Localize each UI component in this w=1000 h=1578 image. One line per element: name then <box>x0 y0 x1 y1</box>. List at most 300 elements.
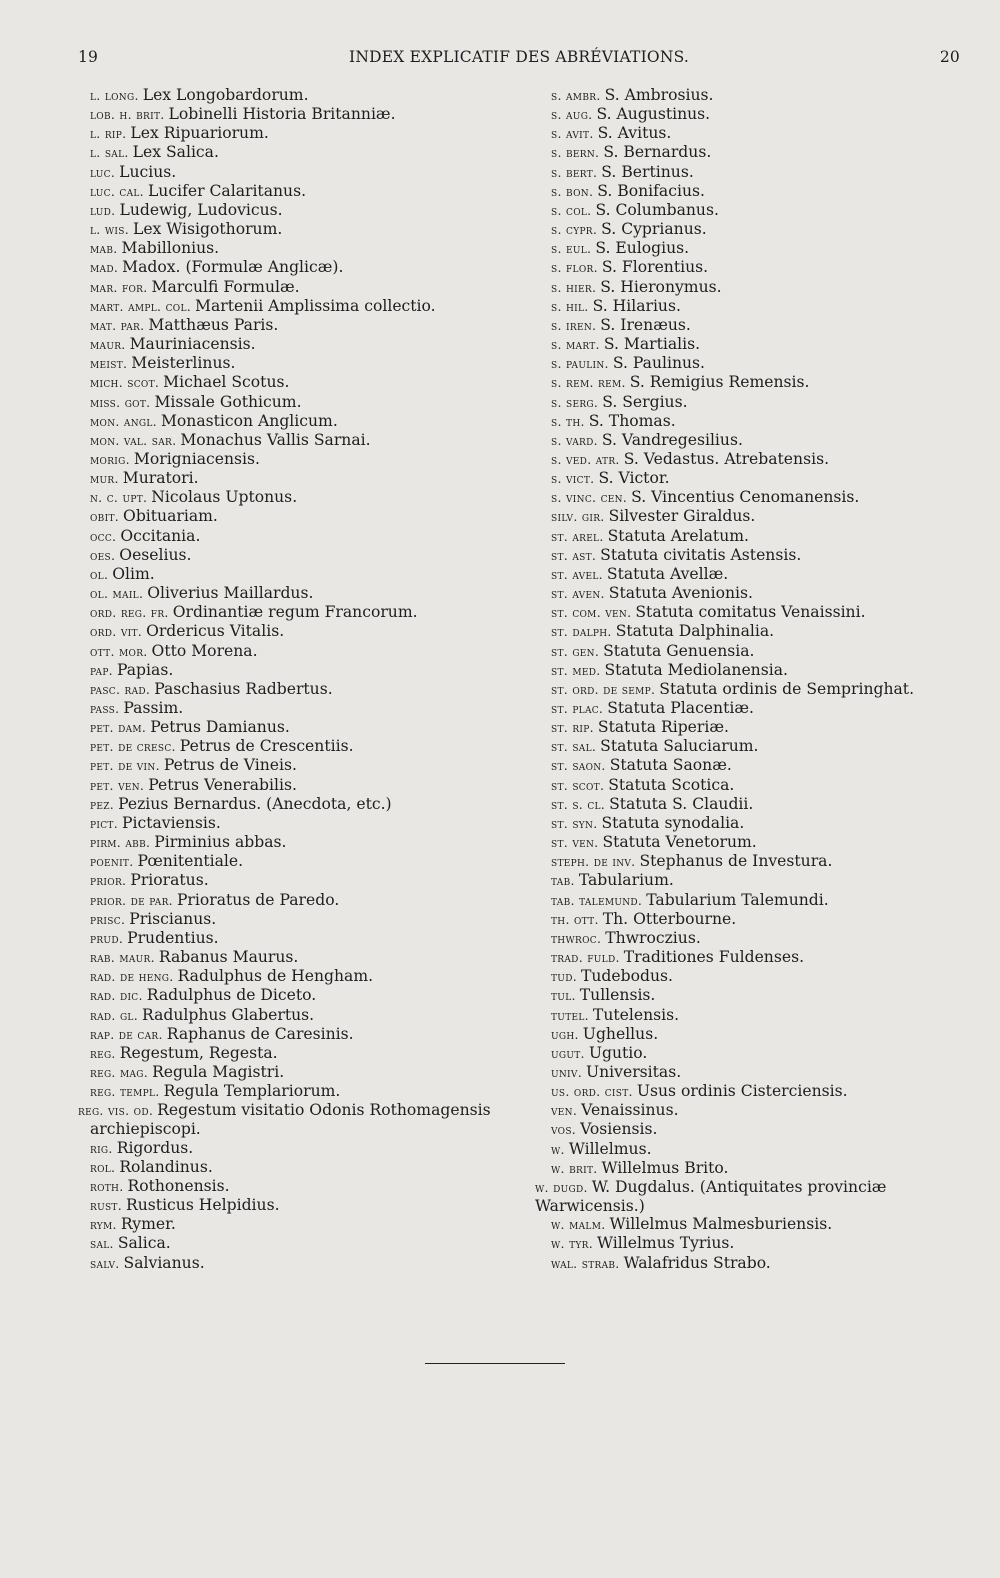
index-entry <box>551 603 971 622</box>
entry-abbreviation: oes. <box>90 547 116 563</box>
entry-expansion: Monasticon Anglicum. <box>160 411 338 430</box>
entry-expansion: S. Cyprianus. <box>601 220 707 239</box>
entry-expansion: S. Vedastus. Atrebatensis. <box>623 449 830 468</box>
entry-abbreviation: tutel. <box>551 1007 589 1023</box>
entry-expansion: Mabillonius. <box>121 239 220 258</box>
index-entry <box>90 163 530 182</box>
entry-abbreviation: pirm. abb. <box>90 835 151 851</box>
entry-abbreviation: mar. for. <box>90 279 148 295</box>
index-entry <box>551 1101 971 1120</box>
index-entry <box>551 316 971 335</box>
entry-abbreviation: thwroc. <box>551 930 602 946</box>
index-entry <box>90 661 530 680</box>
index-entry <box>551 182 971 201</box>
index-entry <box>90 833 530 852</box>
entry-expansion: Tutelensis. <box>592 1005 680 1024</box>
index-entry <box>90 699 530 718</box>
entry-abbreviation: pez. <box>90 796 115 812</box>
entry-abbreviation: s. cypr. <box>551 222 598 238</box>
entry-expansion: W. Dugdalus. (Antiquitates provinciæ Warwicensis.) <box>535 1177 887 1216</box>
entry-abbreviation: s. eul. <box>551 241 592 257</box>
entry-expansion: Statuta Riperiæ. <box>597 718 729 737</box>
index-entry <box>551 852 971 871</box>
index-entry <box>90 450 530 469</box>
entry-expansion: Lex Wisigothorum. <box>132 220 283 239</box>
index-entry <box>551 776 971 795</box>
entry-expansion: Missale Gothicum. <box>154 392 302 411</box>
entry-abbreviation: rig. <box>90 1140 113 1156</box>
index-entry <box>551 239 971 258</box>
entry-abbreviation: th. ott. <box>551 911 599 927</box>
entry-abbreviation: ugut. <box>551 1045 585 1061</box>
index-entry <box>551 412 971 431</box>
index-entry <box>90 814 530 833</box>
entry-expansion: Traditiones Fuldenses. <box>623 948 805 967</box>
entry-abbreviation: trad. fuld. <box>551 950 620 966</box>
index-entry <box>90 278 530 297</box>
index-entry <box>551 795 971 814</box>
entry-abbreviation: luc. cal. <box>90 183 144 199</box>
entry-expansion: Statuta Mediolanensia. <box>604 660 788 679</box>
index-entry <box>90 546 530 565</box>
entry-expansion: Priscianus. <box>129 909 217 928</box>
index-entry <box>90 718 530 737</box>
entry-expansion: S. Bertinus. <box>601 162 694 181</box>
index-entry <box>551 469 971 488</box>
entry-abbreviation: s. bon. <box>551 183 594 199</box>
entry-abbreviation: ord. vit. <box>90 624 143 640</box>
entry-abbreviation: maur. <box>90 337 126 353</box>
entry-abbreviation: s. paulin. <box>551 356 609 372</box>
index-entry <box>551 450 971 469</box>
entry-abbreviation: roth. <box>90 1178 124 1194</box>
entry-abbreviation: st. rip. <box>551 720 594 736</box>
entry-abbreviation: s. rem. rem. <box>551 375 626 391</box>
entry-expansion: S. Martialis. <box>603 335 701 354</box>
index-entry <box>90 507 530 526</box>
page-number-left: 19 <box>78 48 99 66</box>
index-entry <box>90 1139 530 1158</box>
entry-abbreviation: tab. <box>551 873 575 889</box>
entry-expansion: Otto Morena. <box>151 641 258 660</box>
index-entry <box>551 143 971 162</box>
entry-abbreviation: rap. de car. <box>90 1026 163 1042</box>
entry-expansion: Regula Templariorum. <box>163 1082 341 1101</box>
entry-abbreviation: st. scot. <box>551 777 605 793</box>
index-entry <box>90 737 530 756</box>
index-entry <box>90 584 530 603</box>
index-entry <box>90 929 530 948</box>
page-header <box>78 48 960 70</box>
entry-expansion: Petrus de Crescentiis. <box>179 737 354 756</box>
entry-expansion: Ludewig, Ludovicus. <box>119 200 283 219</box>
entry-expansion: Willelmus Tyrius. <box>597 1234 735 1253</box>
entry-abbreviation: mad. <box>90 260 119 276</box>
index-entry <box>551 1025 971 1044</box>
index-entry <box>90 182 530 201</box>
entry-expansion: S. Bernardus. <box>603 143 712 162</box>
index-entry <box>551 929 971 948</box>
index-entry <box>90 1044 530 1063</box>
entry-expansion: Lobinelli Historia Britanniæ. <box>168 105 396 124</box>
entry-expansion: Statuta Scotica. <box>608 775 735 794</box>
entry-expansion: Morigniacensis. <box>133 449 260 468</box>
entry-abbreviation: prud. <box>90 930 124 946</box>
entry-expansion: Oliverius Maillardus. <box>147 584 314 603</box>
index-entry <box>90 393 530 412</box>
entry-abbreviation: l. sal. <box>90 145 129 161</box>
index-entry <box>90 354 530 373</box>
entry-abbreviation: s. iren. <box>551 317 597 333</box>
index-entry <box>90 316 530 335</box>
index-entry <box>551 699 971 718</box>
page-number-right: 20 <box>939 48 960 66</box>
entry-expansion: Petrus Venerabilis. <box>148 775 297 794</box>
index-entry <box>551 661 971 680</box>
entry-abbreviation: mab. <box>90 241 118 257</box>
entry-expansion: Lucifer Calaritanus. <box>147 181 307 200</box>
index-entry <box>90 1234 530 1253</box>
entry-abbreviation: pasc. rad. <box>90 681 151 697</box>
entry-expansion: Paschasius Radbertus. <box>154 679 333 698</box>
entry-expansion: Michael Scotus. <box>163 373 290 392</box>
index-entry <box>90 239 530 258</box>
entry-expansion: Statuta Avenionis. <box>608 584 753 603</box>
entry-expansion: Radulphus de Diceto. <box>146 986 317 1005</box>
index-entry <box>90 469 530 488</box>
entry-expansion: Salica. <box>117 1234 171 1253</box>
index-entry <box>551 527 971 546</box>
entry-expansion: Ughellus. <box>582 1024 659 1043</box>
index-entry <box>551 737 971 756</box>
entry-expansion: Statuta Saonæ. <box>609 756 732 775</box>
entry-expansion: Thwroczius. <box>605 928 701 947</box>
entry-expansion: Tabularium Talemundi. <box>646 890 829 909</box>
entry-abbreviation: pass. <box>90 701 120 716</box>
index-entry <box>551 373 971 392</box>
entry-expansion: Statuta synodalia. <box>601 813 745 832</box>
index-entry <box>90 776 530 795</box>
entry-abbreviation: st. gen. <box>551 643 600 659</box>
entry-abbreviation: s. col. <box>551 202 592 218</box>
entry-abbreviation: ven. <box>551 1103 578 1119</box>
entry-expansion: S. Bonifacius. <box>597 181 705 200</box>
entry-expansion: Martenii Amplissima collectio. <box>195 296 436 315</box>
entry-abbreviation: s. hier. <box>551 279 597 295</box>
end-rule <box>425 1363 565 1364</box>
entry-abbreviation: pet. de cresc. <box>90 739 176 755</box>
index-entry <box>551 833 971 852</box>
entry-abbreviation: w. tyr. <box>551 1236 593 1252</box>
index-entry <box>551 642 971 661</box>
entry-expansion: Statuta Dalphinalia. <box>615 622 775 641</box>
abbreviation-column-left <box>78 86 530 1273</box>
entry-expansion: Regestum, Regesta. <box>119 1043 278 1062</box>
entry-expansion: Meisterlinus. <box>131 354 236 373</box>
entry-abbreviation: s. mart. <box>551 337 600 353</box>
entry-expansion: Vosiensis. <box>580 1120 658 1139</box>
entry-expansion: S. Columbanus. <box>595 200 719 219</box>
entry-abbreviation: s. aug. <box>551 107 593 123</box>
entry-abbreviation: univ. <box>551 1064 582 1080</box>
index-entry <box>551 891 971 910</box>
index-entry <box>551 507 971 526</box>
entry-expansion: Lex Ripuariorum. <box>130 124 269 143</box>
index-entry <box>90 488 530 507</box>
index-entry <box>90 297 530 316</box>
entry-abbreviation: mich. scot. <box>90 375 160 391</box>
entry-abbreviation: s. hil. <box>551 298 589 314</box>
index-entry <box>90 986 530 1005</box>
index-entry <box>551 814 971 833</box>
index-entry <box>90 891 530 910</box>
entry-expansion: Occitania. <box>120 526 201 545</box>
entry-abbreviation: st. sal. <box>551 739 597 755</box>
entry-expansion: Regestum visitatio Odonis Rothomagensis archiepiscopi. <box>90 1101 491 1139</box>
entry-expansion: Marculfi Formulæ. <box>151 277 300 296</box>
index-entry <box>90 1196 530 1215</box>
index-entry <box>90 565 530 584</box>
index-entry <box>90 373 530 392</box>
entry-expansion: Raphanus de Caresinis. <box>166 1024 354 1043</box>
entry-expansion: Statuta Genuensia. <box>603 641 755 660</box>
entry-abbreviation: reg. templ. <box>90 1084 160 1100</box>
index-entry <box>90 412 530 431</box>
entry-abbreviation: w. <box>551 1141 565 1157</box>
index-entry <box>551 393 971 412</box>
entry-abbreviation: reg. vis. od. <box>78 1103 154 1119</box>
index-entry <box>551 584 971 603</box>
index-entry <box>551 1082 971 1101</box>
index-entry <box>551 86 971 105</box>
index-entry <box>551 1044 971 1063</box>
entry-abbreviation: ol. mail. <box>90 586 144 602</box>
entry-abbreviation: pet. ven. <box>90 777 145 793</box>
index-entry <box>551 124 971 143</box>
entry-expansion: Madox. (Formulæ Anglicæ). <box>122 258 344 277</box>
entry-expansion: Regula Magistri. <box>152 1062 285 1081</box>
entry-abbreviation: n. c. upt. <box>90 490 148 506</box>
index-entry <box>551 756 971 775</box>
entry-expansion: Rothonensis. <box>127 1176 230 1195</box>
entry-expansion: Rolandinus. <box>119 1157 213 1176</box>
entry-abbreviation: prior. <box>90 873 127 889</box>
entry-expansion: Silvester Giraldus. <box>608 507 756 526</box>
entry-expansion: Universitas. <box>586 1062 682 1081</box>
entry-abbreviation: st. plac. <box>551 701 604 716</box>
entry-abbreviation: mat. par. <box>90 317 145 333</box>
entry-abbreviation: rad. dic. <box>90 988 143 1004</box>
index-entry <box>551 431 971 450</box>
entry-abbreviation: wal. strab. <box>551 1255 620 1271</box>
index-entry <box>551 220 971 239</box>
entry-expansion: Muratori. <box>122 469 199 488</box>
entry-abbreviation: reg. <box>90 1045 116 1061</box>
entry-expansion: Tabularium. <box>578 871 674 890</box>
entry-expansion: Willelmus Brito. <box>601 1158 729 1177</box>
index-entry <box>551 105 971 124</box>
entry-abbreviation: rust. <box>90 1198 123 1214</box>
abbreviation-column-right <box>535 86 971 1273</box>
entry-abbreviation: w. brit. <box>551 1160 598 1176</box>
entry-abbreviation: luc. <box>90 164 116 180</box>
index-entry <box>535 1178 971 1215</box>
index-entry <box>90 1063 530 1082</box>
entry-expansion: Lucius. <box>119 162 177 181</box>
entry-abbreviation: poenit. <box>90 854 134 870</box>
index-entry <box>551 297 971 316</box>
page-title: INDEX EXPLICATIF DES ABRÉVIATIONS. <box>349 48 689 66</box>
entry-expansion: Statuta Venetorum. <box>602 833 757 852</box>
entry-abbreviation: miss. got. <box>90 394 151 410</box>
index-entry <box>90 335 530 354</box>
entry-expansion: Pezius Bernardus. (Anecdota, etc.) <box>118 794 392 813</box>
entry-expansion: S. Victor. <box>598 469 670 488</box>
index-entry <box>90 1177 530 1196</box>
entry-expansion: S. Eulogius. <box>595 239 690 258</box>
entry-expansion: Oeselius. <box>119 545 192 564</box>
entry-abbreviation: w. dugd. <box>535 1179 588 1195</box>
entry-expansion: Statuta Saluciarum. <box>600 737 759 756</box>
index-entry <box>90 220 530 239</box>
entry-abbreviation: s. avit. <box>551 126 594 142</box>
index-entry <box>90 1158 530 1177</box>
index-entry <box>90 756 530 775</box>
entry-expansion: Statuta Avellæ. <box>606 564 729 583</box>
entry-expansion: Venaissinus. <box>581 1101 679 1120</box>
entry-abbreviation: prisc. <box>90 911 126 927</box>
entry-abbreviation: st. avel. <box>551 566 603 582</box>
entry-abbreviation: tud. <box>551 969 577 985</box>
entry-abbreviation: st. saon. <box>551 758 606 774</box>
entry-abbreviation: mon. angl. <box>90 413 157 429</box>
index-entry <box>90 86 530 105</box>
entry-abbreviation: st. arel. <box>551 528 604 544</box>
entry-abbreviation: mart. ampl. col. <box>90 298 191 314</box>
entry-abbreviation: ott. mor. <box>90 643 148 659</box>
entry-expansion: S. Ambrosius. <box>604 86 714 104</box>
entry-expansion: S. Thomas. <box>588 411 676 430</box>
entry-expansion: Pœnitentiale. <box>137 852 244 871</box>
entry-abbreviation: mur. <box>90 471 119 487</box>
index-entry <box>90 527 530 546</box>
entry-abbreviation: pet. dam. <box>90 720 147 736</box>
entry-abbreviation: mon. val. sar. <box>90 432 177 448</box>
index-entry <box>551 1140 971 1159</box>
entry-abbreviation: st. ord. de semp. <box>551 681 656 697</box>
entry-expansion: Tullensis. <box>579 986 656 1005</box>
entry-abbreviation: st. ven. <box>551 835 599 851</box>
entry-expansion: Statuta Arelatum. <box>607 526 749 545</box>
entry-expansion: S. Florentius. <box>601 258 709 277</box>
entry-expansion: Rigordus. <box>116 1138 194 1157</box>
entry-expansion: Passim. <box>123 699 184 717</box>
entry-abbreviation: sal. <box>90 1236 114 1252</box>
entry-abbreviation: rab. maur. <box>90 950 155 966</box>
entry-abbreviation: s. flor. <box>551 260 598 276</box>
index-entry <box>90 1254 530 1273</box>
entry-expansion: Statuta Placentiæ. <box>607 699 754 717</box>
entry-abbreviation: meist. <box>90 356 128 372</box>
entry-abbreviation: tul. <box>551 988 576 1004</box>
entry-abbreviation: st. com. ven. <box>551 605 632 621</box>
index-entry <box>90 431 530 450</box>
entry-expansion: Monachus Vallis Sarnai. <box>180 430 371 449</box>
index-entry <box>90 967 530 986</box>
index-entry <box>551 622 971 641</box>
entry-abbreviation: tab. talemund. <box>551 892 643 908</box>
entry-expansion: Willelmus Malmesburiensis. <box>609 1215 833 1234</box>
index-entry <box>551 680 971 699</box>
entry-expansion: Statuta civitatis Astensis. <box>600 545 802 564</box>
index-entry <box>551 546 971 565</box>
index-entry <box>90 795 530 814</box>
index-entry <box>551 354 971 373</box>
entry-abbreviation: w. malm. <box>551 1217 606 1233</box>
entry-abbreviation: occ. <box>90 528 117 544</box>
entry-abbreviation: st. syn. <box>551 815 598 831</box>
entry-expansion: Radulphus Glabertus. <box>141 1005 315 1024</box>
index-entry <box>551 1063 971 1082</box>
index-entry <box>551 1159 971 1178</box>
entry-abbreviation: s. vinc. cen. <box>551 490 628 506</box>
index-entry <box>90 871 530 890</box>
entry-abbreviation: ol. <box>90 566 109 582</box>
index-entry <box>90 642 530 661</box>
entry-expansion: Pirminius abbas. <box>154 833 287 852</box>
entry-expansion: Tudebodus. <box>580 967 673 986</box>
index-entry <box>90 143 530 162</box>
entry-expansion: Olim. <box>112 564 155 583</box>
entry-expansion: S. Paulinus. <box>612 354 706 373</box>
index-entry <box>90 201 530 220</box>
entry-expansion: Mauriniacensis. <box>129 335 256 354</box>
entry-expansion: Ordinantiæ regum Francorum. <box>172 603 418 622</box>
entry-abbreviation: s. ambr. <box>551 88 601 103</box>
entry-abbreviation: st. s. cl. <box>551 796 606 812</box>
entry-expansion: Rymer. <box>120 1215 176 1234</box>
entry-abbreviation: s. th. <box>551 413 585 429</box>
entry-expansion: Rusticus Helpidius. <box>126 1196 280 1215</box>
index-entry <box>551 871 971 890</box>
entry-expansion: Stephanus de Investura. <box>639 852 833 871</box>
index-entry <box>551 948 971 967</box>
index-entry <box>551 488 971 507</box>
entry-abbreviation: rad. gl. <box>90 1007 138 1023</box>
entry-expansion: S. Vandregesilius. <box>601 430 743 449</box>
index-entry <box>90 1025 530 1044</box>
index-entry <box>551 1215 971 1234</box>
index-entry <box>90 622 530 641</box>
entry-abbreviation: s. ved. atr. <box>551 451 620 467</box>
entry-abbreviation: vos. <box>551 1122 577 1138</box>
entry-expansion: Usus ordinis Cisterciensis. <box>636 1082 848 1101</box>
entry-expansion: Radulphus de Hengham. <box>177 967 374 986</box>
entry-expansion: Lex Salica. <box>132 143 219 162</box>
entry-abbreviation: st. aven. <box>551 586 605 602</box>
entry-abbreviation: s. vard. <box>551 432 598 448</box>
index-entry <box>90 948 530 967</box>
entry-expansion: Statuta comitatus Venaissini. <box>635 603 866 622</box>
entry-abbreviation: l. rip. <box>90 126 127 142</box>
index-entry <box>551 278 971 297</box>
entry-abbreviation: lud. <box>90 202 116 218</box>
entry-abbreviation: reg. mag. <box>90 1064 149 1080</box>
entry-abbreviation: silv. gir. <box>551 509 605 525</box>
index-entry <box>90 258 530 277</box>
index-entry <box>551 258 971 277</box>
entry-expansion: S. Avitus. <box>597 124 672 143</box>
